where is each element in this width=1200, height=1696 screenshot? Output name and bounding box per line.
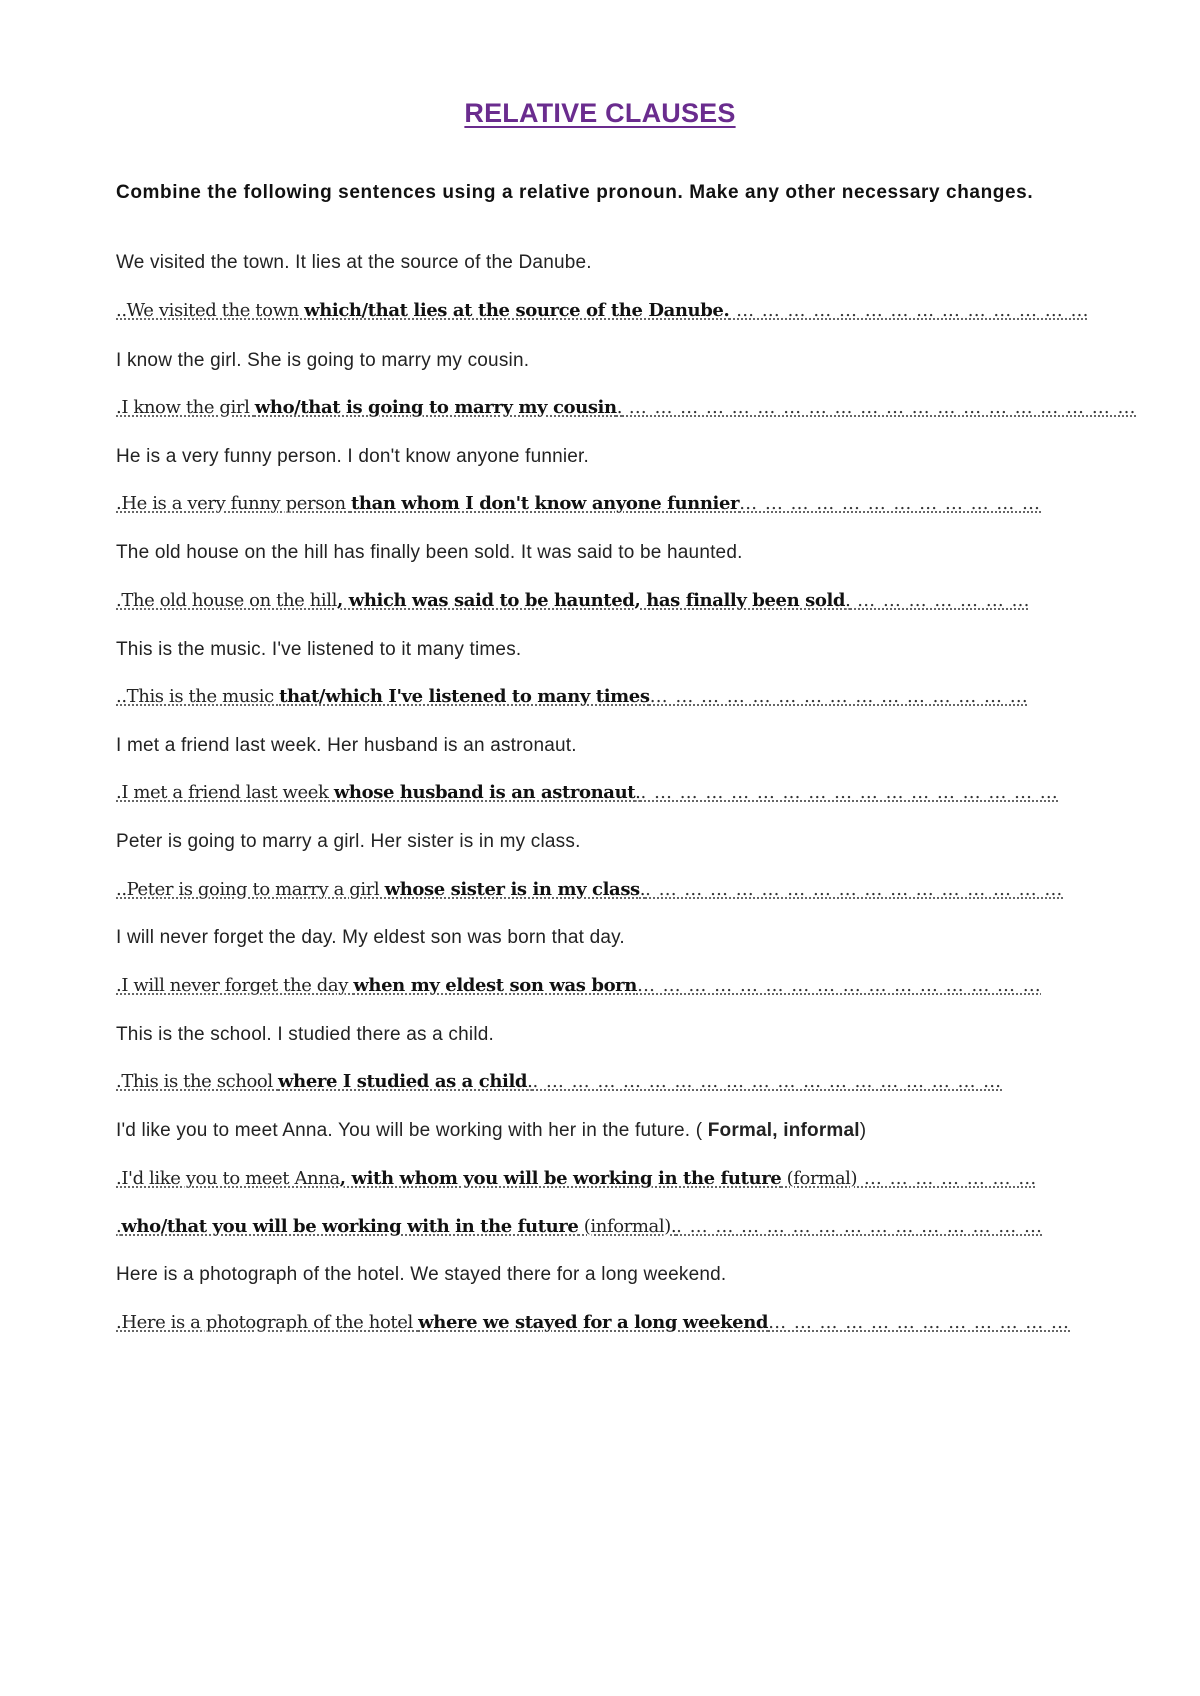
exercise-answer: .I know the girl who/that is going to marry my cousin. … … … … … … … … … … … … … … … … … … … … bbox=[116, 397, 1137, 418]
exercise-answer-formal: .I'd like you to meet Anna, with whom you will be working in the future (formal) … … … … … … … bbox=[116, 1168, 1038, 1189]
exercise-answer: .Here is a photograph of the hotel where we stayed for a long weekend… … … … … … … … … … … … bbox=[116, 1312, 1071, 1333]
exercise-prompt: I know the girl. She is going to marry my cousin. bbox=[116, 350, 530, 371]
exercise-answer: .The old house on the hill, which was said to be haunted, has finally been sold. … … … … … … … bbox=[116, 590, 1031, 611]
exercise-answer: .I will never forget the day when my eldest son was born… … … … … … … … … … … … … … … … bbox=[116, 975, 1042, 996]
exercise-prompt: I will never forget the day. My eldest son was born that day. bbox=[116, 927, 625, 948]
exercise-prompt: Peter is going to marry a girl. Her sister is in my class. bbox=[116, 831, 581, 852]
exercise-prompt: This is the music. I've listened to it many times. bbox=[116, 639, 522, 660]
exercise-answer: ..This is the music that/which I've listened to many times… … … … … … … … … … … … … … … bbox=[116, 686, 1029, 707]
exercise-prompt: This is the school. I studied there as a child. bbox=[116, 1024, 494, 1045]
exercise-answer: ..Peter is going to marry a girl whose sister is in my class.. … … … … … … … … … … … … … … … … bbox=[116, 879, 1064, 900]
exercise-prompt: I'd like you to meet Anna. You will be working with her in the future. ( Formal, informal) bbox=[116, 1120, 867, 1141]
exercise-prompt: Here is a photograph of the hotel. We stayed there for a long weekend. bbox=[116, 1264, 727, 1285]
exercise-answer: .I met a friend last week whose husband is an astronaut.. … … … … … … … … … … … … … … … … bbox=[116, 782, 1059, 803]
exercise-prompt: We visited the town. It lies at the source of the Danube. bbox=[116, 252, 592, 273]
exercise-prompt: I met a friend last week. Her husband is an astronaut. bbox=[116, 735, 577, 756]
exercise-prompt: He is a very funny person. I don't know anyone funnier. bbox=[116, 446, 590, 467]
exercise-answer-informal: .who/that you will be working with in the future (informal).. … … … … … … … … … … … … … … bbox=[116, 1216, 1043, 1237]
exercise-answer: ..We visited the town which/that lies at the source of the Danube. … … … … … … … … … … … … … … bbox=[116, 300, 1090, 321]
exercise-answer: .This is the school where I studied as a child.. … … … … … … … … … … … … … … … … … … bbox=[116, 1071, 1003, 1092]
exercise-prompt: The old house on the hill has finally been sold. It was said to be haunted. bbox=[116, 542, 743, 563]
instructions: Combine the following sentences using a relative pronoun. Make any other necessary changes. bbox=[116, 182, 1034, 203]
exercise-answer: .He is a very funny person than whom I don't know anyone funnier… … … … … … … … … … … … bbox=[116, 493, 1042, 514]
page-title: RELATIVE CLAUSES bbox=[464, 98, 736, 128]
